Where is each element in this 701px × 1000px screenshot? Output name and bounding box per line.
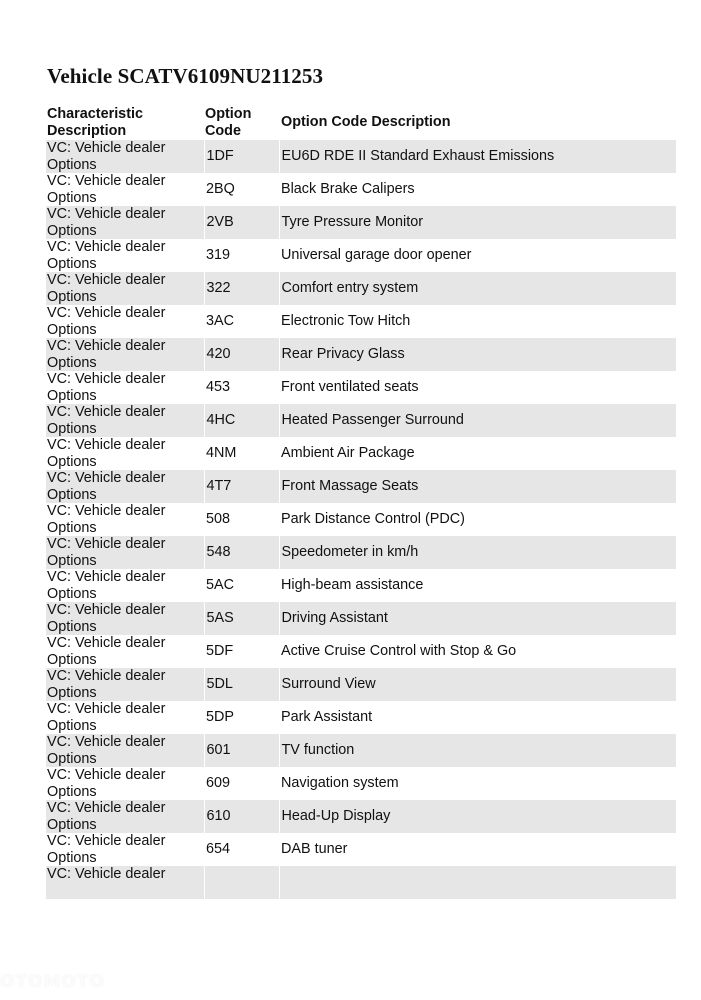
cell-option-code-description: Head-Up Display [279, 800, 676, 833]
table-row [46, 272, 676, 305]
cell-option-code: 453 [206, 379, 231, 396]
table-row [46, 668, 676, 701]
cell-option-code-description: Front Massage Seats [279, 470, 676, 503]
table-row [46, 305, 676, 338]
cell-option-code: 4HC [204, 404, 279, 437]
cell-characteristic-description: VC: Vehicle dealer Options [46, 602, 204, 635]
cell-option-code-description: Electronic Tow Hitch [281, 313, 411, 330]
header-characteristic-description: Characteristic Description [47, 106, 143, 139]
cell-option-code: 3AC [206, 313, 234, 330]
cell-option-code-description: Park Assistant [281, 709, 373, 726]
cell-option-code: 548 [204, 536, 279, 569]
cell-characteristic-description: VC: Vehicle dealer Options [47, 371, 166, 404]
cell-characteristic-description: VC: Vehicle dealer [46, 866, 204, 899]
cell-option-code: 5DF [206, 643, 234, 660]
table-row [46, 734, 676, 767]
cell-option-code: 601 [204, 734, 279, 767]
cell-characteristic-description: VC: Vehicle dealer Options [47, 305, 166, 338]
cell-characteristic-description: VC: Vehicle dealer Options [47, 833, 166, 866]
cell-option-code: 4T7 [204, 470, 279, 503]
header-option-code: Option Code [205, 106, 252, 139]
cell-characteristic-description: VC: Vehicle dealer Options [47, 503, 166, 536]
cell-option-code: 4NM [206, 445, 237, 462]
cell-characteristic-description: VC: Vehicle dealer Options [46, 140, 204, 173]
table-row [46, 602, 676, 635]
cell-characteristic-description: VC: Vehicle dealer Options [47, 437, 166, 470]
cell-characteristic-description: VC: Vehicle dealer Options [46, 668, 204, 701]
cell-option-code-description: Front ventilated seats [281, 379, 419, 396]
cell-option-code: 5AC [206, 577, 234, 594]
cell-characteristic-description: VC: Vehicle dealer Options [46, 800, 204, 833]
table-row [46, 206, 676, 239]
cell-option-code: 322 [204, 272, 279, 305]
table-row [46, 866, 676, 899]
cell-option-code: 508 [206, 511, 231, 528]
table-row [46, 800, 676, 833]
cell-option-code-description: Ambient Air Package [281, 445, 415, 462]
cell-option-code-description: Navigation system [281, 775, 399, 792]
cell-option-code-description: Tyre Pressure Monitor [279, 206, 676, 239]
table-row [46, 470, 676, 503]
table-row [46, 503, 676, 536]
cell-option-code: 654 [206, 841, 231, 858]
cell-option-code-description: Heated Passenger Surround [279, 404, 676, 437]
otomoto-watermark: OTOMOTO [0, 972, 105, 992]
cell-option-code-description: High-beam assistance [281, 577, 424, 594]
table-row [46, 635, 676, 668]
table-row [46, 140, 676, 173]
table-row [46, 569, 676, 602]
cell-option-code-description: Speedometer in km/h [279, 536, 676, 569]
table-row [46, 338, 676, 371]
table-row [46, 833, 676, 866]
cell-characteristic-description: VC: Vehicle dealer Options [46, 536, 204, 569]
cell-option-code: 5DL [204, 668, 279, 701]
cell-option-code-description: Rear Privacy Glass [279, 338, 676, 371]
cell-option-code-description: Surround View [279, 668, 676, 701]
cell-option-code-description: Comfort entry system [279, 272, 676, 305]
cell-option-code-description: DAB tuner [281, 841, 348, 858]
header-option-code-description: Option Code Description [281, 114, 451, 131]
cell-option-code [204, 866, 279, 899]
cell-option-code: 1DF [204, 140, 279, 173]
cell-characteristic-description: VC: Vehicle dealer Options [47, 239, 166, 272]
cell-characteristic-description: VC: Vehicle dealer Options [47, 173, 166, 206]
table-row [46, 404, 676, 437]
cell-option-code: 420 [204, 338, 279, 371]
cell-characteristic-description: VC: Vehicle dealer Options [46, 404, 204, 437]
cell-characteristic-description: VC: Vehicle dealer Options [46, 272, 204, 305]
cell-characteristic-description: VC: Vehicle dealer Options [46, 206, 204, 239]
table-row [46, 767, 676, 800]
cell-option-code-description: Park Distance Control (PDC) [281, 511, 465, 528]
cell-option-code-description: EU6D RDE II Standard Exhaust Emissions [279, 140, 676, 173]
vehicle-options-table [46, 105, 676, 899]
table-row [46, 437, 676, 470]
cell-option-code: 2VB [204, 206, 279, 239]
cell-characteristic-description: VC: Vehicle dealer Options [47, 701, 166, 734]
cell-option-code: 319 [206, 247, 231, 264]
table-body [46, 140, 676, 899]
table-header-row [46, 105, 676, 140]
cell-option-code: 5DP [206, 709, 234, 726]
cell-characteristic-description: VC: Vehicle dealer Options [46, 338, 204, 371]
table-row [46, 536, 676, 569]
cell-characteristic-description: VC: Vehicle dealer Options [46, 470, 204, 503]
cell-characteristic-description: VC: Vehicle dealer Options [47, 569, 166, 602]
cell-characteristic-description: VC: Vehicle dealer Options [46, 734, 204, 767]
document-title: Vehicle SCATV6109NU211253 [47, 64, 324, 88]
table-row [46, 173, 676, 206]
cell-characteristic-description: VC: Vehicle dealer Options [47, 767, 166, 800]
cell-option-code: 5AS [204, 602, 279, 635]
cell-option-code-description: TV function [279, 734, 676, 767]
cell-option-code: 610 [204, 800, 279, 833]
cell-option-code: 609 [206, 775, 231, 792]
table-row [46, 239, 676, 272]
cell-option-code-description: Active Cruise Control with Stop & Go [281, 643, 517, 660]
cell-option-code-description [279, 866, 676, 899]
cell-characteristic-description: VC: Vehicle dealer Options [47, 635, 166, 668]
table-row [46, 701, 676, 734]
cell-option-code-description: Universal garage door opener [281, 247, 472, 264]
table-row [46, 371, 676, 404]
cell-option-code: 2BQ [206, 181, 235, 198]
cell-option-code-description: Black Brake Calipers [281, 181, 415, 198]
cell-option-code-description: Driving Assistant [279, 602, 676, 635]
